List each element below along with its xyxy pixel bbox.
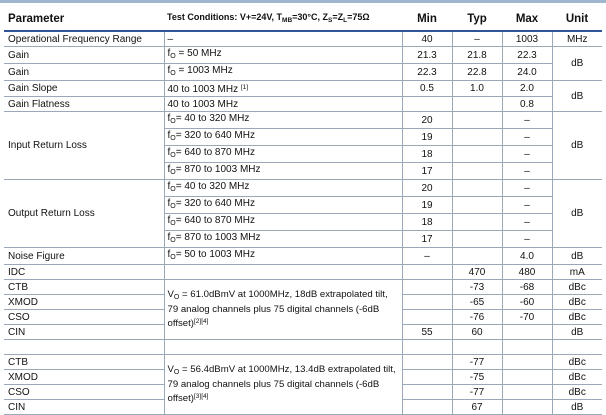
table-row: $f_O= 640$ to 870 MHz 18 –	[4, 214, 602, 231]
table-row: Gain Flatness 40 to 1003 MHz 0.8	[4, 97, 602, 112]
table-row: CTB $V_O$ = 61.0dBmV at 1000MHz, 18dB extrapolated tilt, 79 analog channels plus 75 digital channels (-6dB offset)[2][4] -73 -68 dBc	[4, 280, 602, 295]
header-test-conditions: Test Conditions: V+=24V, $T_{MB}=30^\circ C$, $Z_S=Z_L=75\Omega$	[164, 8, 402, 31]
table-row: $f_O= 870$ to 1003 MHz 17 –	[4, 163, 602, 180]
table-row: XMOD -75 dBc	[4, 370, 602, 385]
table-row: Gain $f_O = 50$ MHz 21.3 21.8 22.3 dB	[4, 47, 602, 64]
table-row: Input Return Loss $f_O= 40$ to 320 MHz 20 – dB	[4, 112, 602, 129]
header-row	[4, 8, 602, 31]
table-row: $f_O= 320$ to 640 MHz 19 –	[4, 129, 602, 146]
test-condition-block-1: $V_O$ = 61.0dBmV at 1000MHz, 18dB extrapolated tilt, 79 analog channels plus 75 digital channels (-6dB offset)[2][4]	[164, 280, 402, 340]
test-condition-block-2: $V_O$ = 56.4dBmV at 1000MHz, 13.4dB extrapolated tilt, 79 analog channels plus 75 digital channels (-6dB offset)[3][4]	[164, 355, 402, 415]
table-row: Output Return Loss $f_O= 40$ to 320 MHz 20 – dB	[4, 180, 602, 197]
table-row: CIN 67 dB	[4, 400, 602, 415]
table-row: $f_O= 320$ to 640 MHz 19 –	[4, 197, 602, 214]
header-max: Max	[502, 8, 552, 31]
specifications-table	[4, 8, 602, 415]
header-typ: Typ	[452, 8, 502, 31]
table-row: IDC 470 480 mA	[4, 265, 602, 280]
top-rule	[0, 0, 606, 3]
table-row: CSO -77 dBc	[4, 385, 602, 400]
spacer-row	[4, 340, 602, 355]
header-unit: Unit	[552, 8, 602, 31]
header-parameter: Parameter	[4, 8, 164, 31]
table-row: XMOD -65 -60 dBc	[4, 295, 602, 310]
table-row: CIN 55 60 dB	[4, 325, 602, 340]
header-min: Min	[402, 8, 452, 31]
table-row: $f_O= 870$ to 1003 MHz 17 –	[4, 231, 602, 248]
table-row: CTB $V_O$ = 56.4dBmV at 1000MHz, 13.4dB extrapolated tilt, 79 analog channels plus 75 digital channels (-6dB offset)[3][4] -77 dBc	[4, 355, 602, 370]
table-row: Operational Frequency Range – 40 – 1003 MHz	[4, 31, 602, 47]
table-row: CSO -76 -70 dBc	[4, 310, 602, 325]
table-row: Gain Slope 40 to 1003 MHz [1] 0.5 1.0 2.0 dB	[4, 81, 602, 97]
table-row: Noise Figure $f_O= 50$ to 1003 MHz – 4.0 dB	[4, 248, 602, 265]
table-row: $f_O= 640$ to 870 MHz 18 –	[4, 146, 602, 163]
table-row: Gain $f_O = 1003$ MHz 22.3 22.8 24.0	[4, 64, 602, 81]
